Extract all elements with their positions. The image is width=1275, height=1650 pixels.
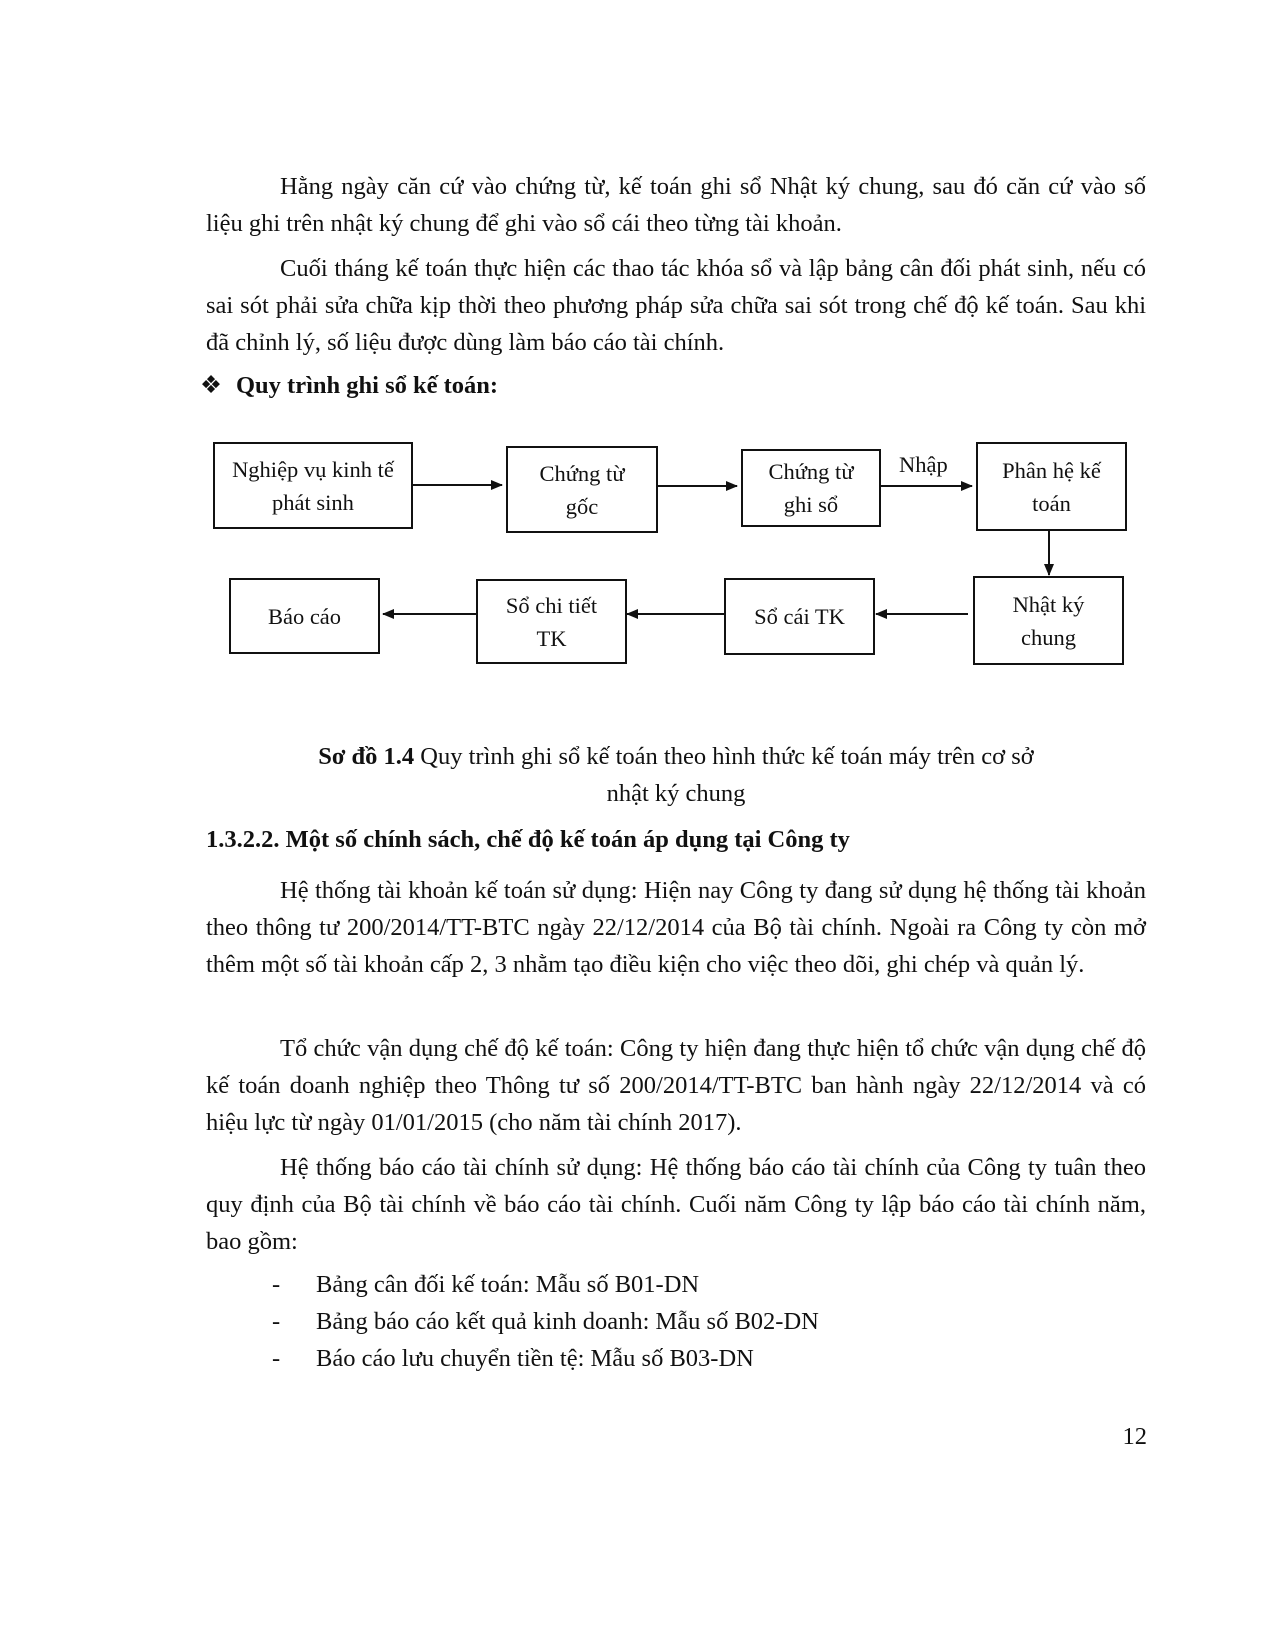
report-list <box>272 1266 819 1377</box>
box-nhat-ky-chung <box>973 576 1124 665</box>
diagram-caption-line1 <box>206 738 1146 775</box>
box-bao-cao <box>229 578 380 654</box>
box-bao-cao-line1: Báo cáo <box>267 603 342 629</box>
box-chung-tu-ghi-so-line2: ghi sổ <box>783 492 839 517</box>
list-item <box>272 1266 819 1303</box>
box-nghiep-vu-line2: phát sinh <box>272 489 354 515</box>
box-so-chi-tiet-line2: TK <box>536 625 567 651</box>
list-item <box>272 1340 819 1377</box>
box-chung-tu-goc <box>506 446 658 533</box>
diamond-bullet-icon: ❖ <box>200 372 222 399</box>
edge-label-nhap: Nhập <box>899 452 948 477</box>
list-item-text: Bảng báo cáo kết quả kinh doanh: Mẫu số B02-DN <box>316 1308 819 1335</box>
box-phan-he-ke-toan <box>976 442 1127 531</box>
box-so-cai-tk <box>724 578 875 655</box>
box-chung-tu-goc-line2: gốc <box>565 493 599 519</box>
list-dash: - <box>272 1345 281 1372</box>
page-number: 12 <box>1122 1423 1147 1450</box>
list-dash: - <box>272 1271 281 1298</box>
box-nhat-ky-chung-line1: Nhật ký <box>1012 591 1085 617</box>
list-item-text: Bảng cân đối kế toán: Mẫu số B01-DN <box>316 1271 700 1298</box>
box-chung-tu-ghi-so <box>741 449 881 527</box>
list-item <box>272 1303 819 1340</box>
box-so-chi-tiet-tk <box>476 579 627 664</box>
process-heading-text: Quy trình ghi sổ kế toán: <box>236 372 499 399</box>
paragraph-accounting-regime: Tổ chức vận dụng chế độ kế toán: Công ty hiện đang thực hiện tổ chức vận dụng chế độ kế toán doanh nghiệp theo Thông tư số 200/2014/TT-BTC ban hành ngày 22/12/2014 và có hiệu lực từ ngày 01/01/2015 (cho năm tài chính 2017). <box>206 1035 1146 1136</box>
box-chung-tu-ghi-so-line1: Chứng từ <box>768 459 854 484</box>
box-nghiep-vu-kinh-te <box>213 442 413 529</box>
box-phan-he-line2: toán <box>1032 490 1071 516</box>
paragraph-account-system: Hệ thống tài khoản kế toán sử dụng: Hiện nay Công ty đang sử dụng hệ thống tài khoản theo thông tư 200/2014/TT-BTC ngày 22/12/2014 của Bộ tài chính. Ngoài ra Công ty còn mở thêm một số tài khoản cấp 2, 3 nhằm tạo điều kiện cho việc theo dõi, ghi chép và quản lý. <box>206 877 1146 978</box>
paragraph-month-end: Cuối tháng kế toán thực hiện các thao tác khóa sổ và lập bảng cân đối phát sinh, nếu có sai sót phải sửa chữa kịp thời theo phương pháp sửa chữa sai sót trong chế độ kế toán. Sau khi đã chỉnh lý, số liệu được dùng làm báo cáo tài chính. <box>206 255 1146 356</box>
list-dash: - <box>272 1308 281 1335</box>
paragraph-daily-recording: Hằng ngày căn cứ vào chứng từ, kế toán ghi sổ Nhật ký chung, sau đó căn cứ vào số liệu ghi trên nhật ký chung để ghi vào sổ cái theo từng tài khoản. <box>206 173 1146 237</box>
diagram-caption-line2: nhật ký chung <box>606 780 746 807</box>
box-so-cai-line1: Sổ cái TK <box>754 604 845 629</box>
box-phan-he-line1: Phân hệ kế <box>1002 457 1101 483</box>
box-so-chi-tiet-line1: Sổ chi tiết <box>505 592 598 618</box>
box-nghiep-vu-line1: Nghiệp vụ kinh tế <box>232 456 394 482</box>
box-nhat-ky-chung-line2: chung <box>1021 624 1076 650</box>
diagram-caption-text: Quy trình ghi sổ kế toán theo hình thức kế toán máy trên cơ sở <box>414 743 1034 770</box>
list-item-text: Báo cáo lưu chuyển tiền tệ: Mẫu số B03-DN <box>316 1345 754 1372</box>
section-heading: 1.3.2.2. Một số chính sách, chế độ kế toán áp dụng tại Công ty <box>206 826 850 853</box>
diagram-caption-label: Sơ đồ 1.4 <box>318 743 415 770</box>
box-chung-tu-goc-line1: Chứng từ <box>539 460 625 486</box>
paragraph-report-system: Hệ thống báo cáo tài chính sử dụng: Hệ thống báo cáo tài chính của Công ty tuân theo quy định của Bộ tài chính về báo cáo tài chính. Cuối năm Công ty lập báo cáo tài chính năm, bao gồm: <box>206 1154 1146 1255</box>
